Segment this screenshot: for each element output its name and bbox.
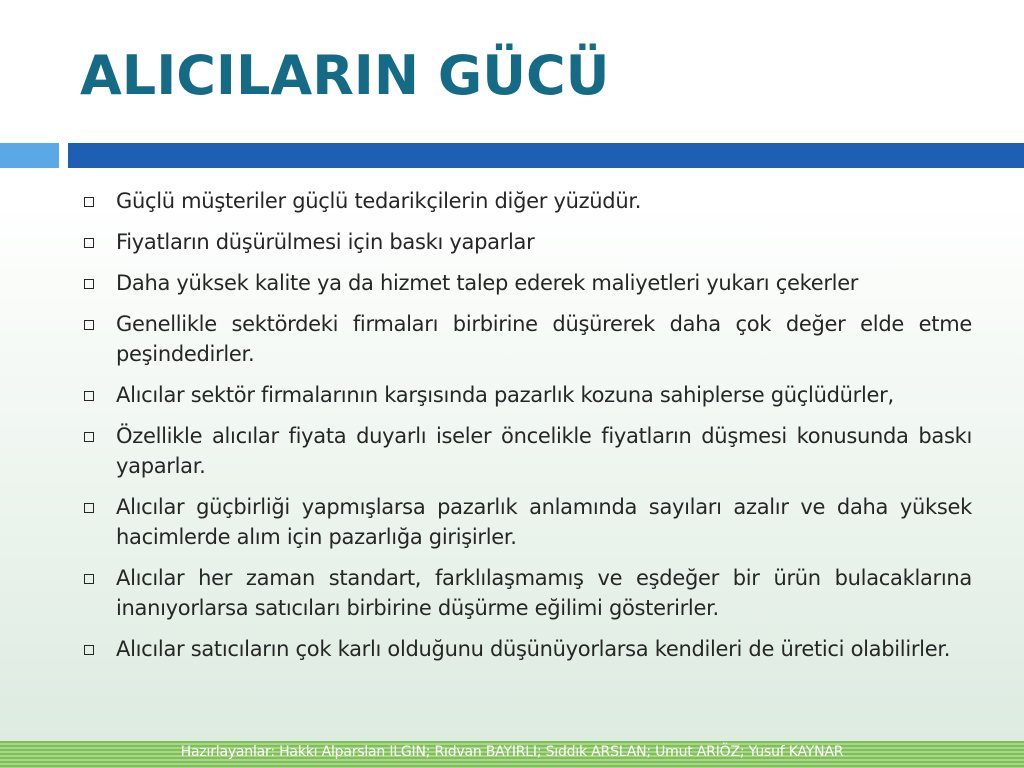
list-item	[84, 421, 972, 481]
list-item	[84, 634, 972, 664]
list-item-text: Özellikle alıcılar fiyata duyarlı iseler öncelikle fiyatların düşmesi konusunda baskı yaparlar.	[116, 424, 972, 478]
hollow-square-bullet-icon	[84, 574, 94, 584]
hollow-square-bullet-icon	[84, 197, 94, 207]
slide-title: ALICILARIN GÜCÜ	[80, 44, 610, 107]
hollow-square-bullet-icon	[84, 645, 94, 655]
hollow-square-bullet-icon	[84, 432, 94, 442]
list-item-text: Alıcılar sektör firmalarının karşısında pazarlık kozuna sahiplerse güçlüdürler,	[116, 383, 894, 407]
title-band-accent	[0, 143, 59, 168]
hollow-square-bullet-icon	[84, 279, 94, 289]
bullet-list	[84, 186, 972, 675]
list-item-text: Güçlü müşteriler güçlü tedarikçilerin diğer yüzüdür.	[116, 189, 642, 213]
list-item	[84, 186, 972, 216]
hollow-square-bullet-icon	[84, 503, 94, 513]
list-item-text: Alıcılar her zaman standart, farklılaşmamış ve eşdeğer bir ürün bulacaklarına inanıyorlarsa satıcıları birbirine düşürme eğilimi gösterirler.	[116, 566, 972, 620]
list-item-text: Daha yüksek kalite ya da hizmet talep ederek maliyetleri yukarı çekerler	[116, 271, 859, 295]
list-item	[84, 227, 972, 257]
list-item-text: Fiyatların düşürülmesi için baskı yaparlar	[116, 230, 535, 254]
title-band	[68, 143, 1024, 168]
list-item-text: Alıcılar satıcıların çok karlı olduğunu düşünüyorlarsa kendileri de üretici olabilirler.	[116, 637, 951, 661]
footer-credits: Hazırlayanlar: Hakkı Alparslan ILGIN; Rıdvan BAYIRLI; Sıddık ARSLAN; Umut ARIÖZ; Yusuf KAYNAR	[180, 744, 844, 760]
list-item	[84, 380, 972, 410]
list-item-text: Genellikle sektördeki firmaları birbirine düşürerek daha çok değer elde etme peşindedirler.	[116, 312, 972, 366]
hollow-square-bullet-icon	[84, 238, 94, 248]
list-item	[84, 492, 972, 552]
list-item	[84, 268, 972, 298]
list-item-text: Alıcılar güçbirliği yapmışlarsa pazarlık anlamında sayıları azalır ve daha yüksek hacimlerde alım için pazarlığa girişirler.	[116, 495, 972, 549]
list-item	[84, 563, 972, 623]
hollow-square-bullet-icon	[84, 320, 94, 330]
hollow-square-bullet-icon	[84, 391, 94, 401]
list-item	[84, 309, 972, 369]
